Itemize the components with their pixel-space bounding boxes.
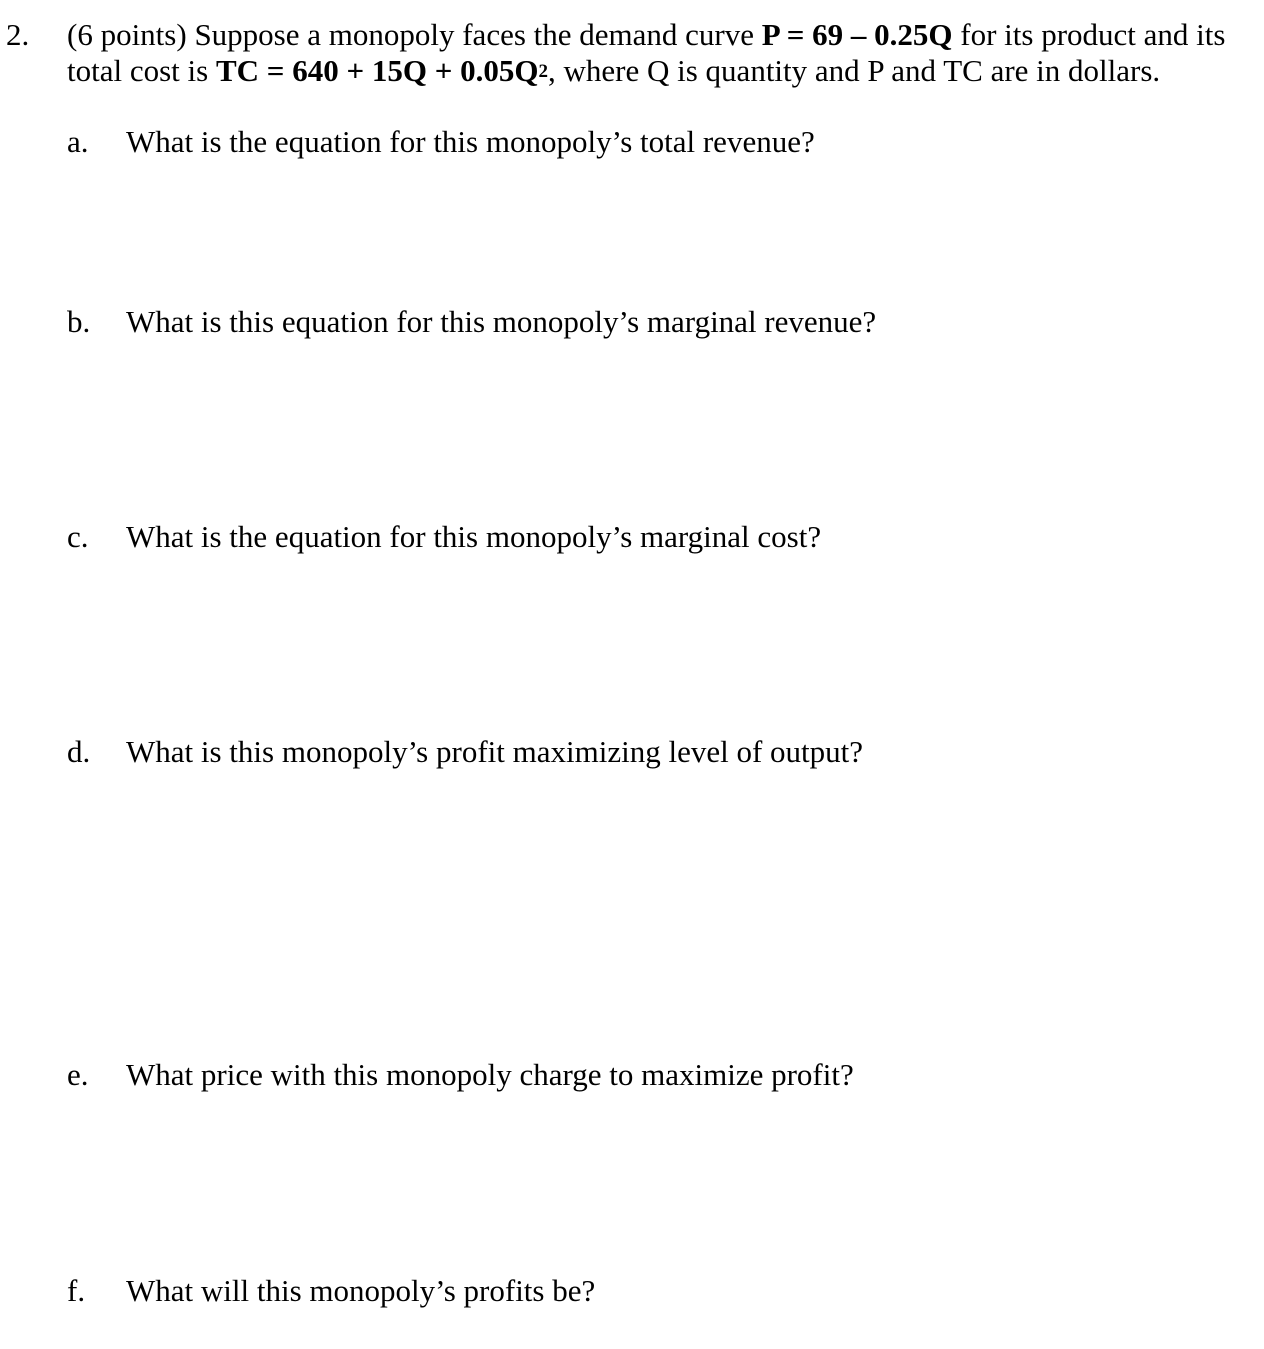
stem-line-2 bbox=[67, 53, 1257, 89]
answer-space-b[interactable] bbox=[126, 346, 1226, 511]
total-cost-equation: TC = $640 + 15Q + 0.05Q^2$ bbox=[215, 53, 549, 88]
part-question: What is the equation for this monopoly’s total revenue? bbox=[126, 124, 815, 159]
part-letter: a. bbox=[67, 124, 89, 159]
stem-text-1b: for its product and its bbox=[952, 17, 1226, 52]
part-letter: b. bbox=[67, 304, 91, 339]
part-letter: f. bbox=[67, 1273, 86, 1308]
stem-text-1a: Suppose a monopoly faces the demand curve bbox=[186, 17, 762, 52]
stem-line-1 bbox=[67, 17, 1257, 53]
answer-space-d[interactable] bbox=[126, 776, 1226, 1046]
part-letter: d. bbox=[67, 734, 91, 769]
part-e bbox=[0, 1057, 1264, 1093]
part-letter: c. bbox=[67, 519, 89, 554]
points-label: (6 points) bbox=[67, 17, 187, 52]
part-b bbox=[0, 304, 1264, 340]
stem-text-2b: , where Q is quantity and P and TC are in dollars. bbox=[548, 53, 1161, 88]
answer-space-e[interactable] bbox=[126, 1099, 1226, 1264]
stem-text-2a: total cost is bbox=[67, 53, 216, 88]
question-number: 2. bbox=[6, 17, 30, 52]
answer-space-c[interactable] bbox=[126, 561, 1226, 726]
part-letter: e. bbox=[67, 1057, 89, 1092]
exponent: 2 bbox=[538, 61, 549, 82]
part-question: What is the equation for this monopoly’s marginal cost? bbox=[126, 519, 822, 554]
part-a bbox=[0, 124, 1264, 160]
demand-equation: P = 69 – 0.25Q bbox=[761, 17, 953, 52]
part-question: What price with this monopoly charge to maximize profit? bbox=[126, 1057, 854, 1092]
part-question: What is this monopoly’s profit maximizing level of output? bbox=[126, 734, 864, 769]
answer-space-a[interactable] bbox=[126, 166, 1226, 296]
part-question: What is this equation for this monopoly’s marginal revenue? bbox=[126, 304, 877, 339]
part-f bbox=[0, 1273, 1264, 1309]
part-d bbox=[0, 734, 1264, 770]
question-stem bbox=[67, 17, 1257, 89]
part-c bbox=[0, 519, 1264, 555]
part-question: What will this monopoly’s profits be? bbox=[126, 1273, 596, 1308]
